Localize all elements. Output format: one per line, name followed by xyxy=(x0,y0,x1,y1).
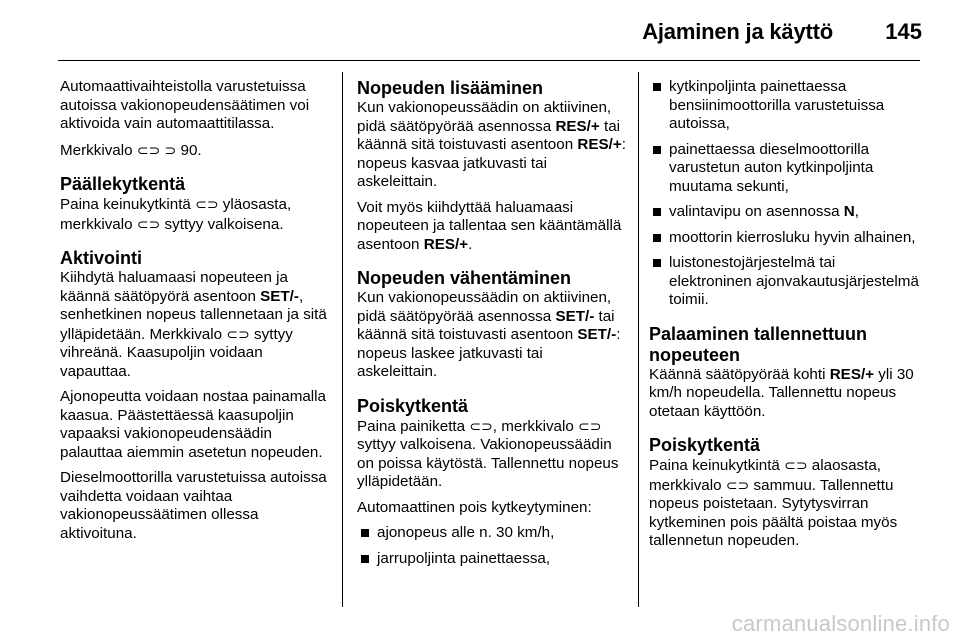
text: : nopeus kasvaa jatkuvasti tai askeleittain. xyxy=(357,136,626,190)
watermark: carmanualsonline.info xyxy=(731,611,950,636)
heading: Palaaminen tallennettuun nopeuteen xyxy=(649,323,868,365)
heading: Nopeuden lisääminen xyxy=(357,78,544,98)
cruise-control-icon: ⊂⊃ xyxy=(195,196,219,212)
text: , merkkivalo xyxy=(492,417,574,435)
list-item: moottorin kierrosluku hyvin alhainen, xyxy=(649,229,919,248)
text: , xyxy=(854,203,859,220)
paragraph xyxy=(649,456,919,551)
cruise-control-icon: ⊂⊃ xyxy=(136,141,161,158)
cruise-control-icon: ⊂⊃ xyxy=(578,417,602,434)
paragraph xyxy=(60,141,330,161)
bullet-list xyxy=(649,78,919,310)
heading: Päällekytkentä xyxy=(60,174,186,194)
column-1 xyxy=(60,78,330,550)
text: valintavipu on asennossa xyxy=(669,203,840,220)
bullet-list xyxy=(357,524,627,568)
list-item: luistonestojärjestelmä tai elektroninen ajonvakautusjärjestelmä toimii. xyxy=(649,254,919,310)
control-label: RES/+ xyxy=(555,117,600,135)
control-label: RES/+ xyxy=(423,235,469,253)
paragraph xyxy=(357,99,627,192)
heading: Poiskytkentä xyxy=(649,435,761,455)
page-number: 145 xyxy=(885,19,922,44)
text: tai käännä sitä toistuvasti asentoon xyxy=(357,307,615,343)
cruise-control-icon: ⊂⊃ xyxy=(784,457,808,473)
paragraph: Automaattinen pois kytkeytyminen: xyxy=(357,498,592,516)
text: syttyy valkoisena. xyxy=(164,215,284,233)
heading: Aktivointi xyxy=(60,248,143,268)
text: Kun vakionopeussäädin on aktiivinen, pidä säätöpyörää asennossa xyxy=(357,289,612,325)
text: syttyy vihreänä. Kaasupoljin voidaan vapauttaa. xyxy=(60,325,293,380)
paragraph xyxy=(357,289,627,382)
info-icon: ⊃ xyxy=(164,141,177,158)
column-divider-2 xyxy=(638,72,639,607)
paragraph xyxy=(649,366,919,422)
control-label: RES/+ xyxy=(577,136,622,153)
text: yläosasta, merkkivalo xyxy=(60,196,292,233)
text: . xyxy=(468,235,473,253)
cruise-control-icon: ⊂⊃ xyxy=(226,325,250,342)
page-header-title: Ajaminen ja käyttö xyxy=(642,19,833,44)
header-rule xyxy=(58,60,920,61)
control-label: SET/- xyxy=(555,307,595,325)
text: alaosasta, merkkivalo xyxy=(649,457,882,494)
text: Kun vakionopeussäädin on aktiivinen, pidä säätöpyörää asennossa xyxy=(357,99,612,135)
paragraph xyxy=(60,269,330,381)
text: tai käännä sitä toistuvasti asentoon xyxy=(357,117,621,153)
cruise-control-icon: ⊂⊃ xyxy=(136,215,161,232)
list-item: ajonopeus alle n. 30 km/h, xyxy=(357,524,627,543)
cruise-speed-icon: ⊂⊃ xyxy=(469,417,493,434)
list-item: painettaessa dieselmoottorilla varustetun auton kytkinpoljinta muutama sekunti, xyxy=(649,141,919,197)
text: 90. xyxy=(180,141,202,159)
control-label: SET/- xyxy=(577,326,617,343)
text: : nopeus laskee jatkuvasti tai askeleittain. xyxy=(357,326,621,380)
text: Paina keinukytkintä xyxy=(649,457,780,474)
paragraph: Automaattivaihteistolla varustetuissa autoissa vakionopeudensäätimen voi aktivoida vain automaattitilassa. xyxy=(60,78,310,132)
text: Paina painiketta xyxy=(357,417,466,435)
text: Merkkivalo xyxy=(60,141,133,159)
column-divider-1 xyxy=(342,72,343,607)
text: , senhetkinen nopeus tallennetaan ja sitä ylläpidetään. Merkkivalo xyxy=(60,287,327,343)
list-item: jarrupoljinta painettaessa, xyxy=(357,550,627,569)
list-item xyxy=(649,203,919,222)
text: syttyy valkoisena. Vakionopeussäädin on poissa käytöstä. Tallennettu nopeus ylläpidetään. xyxy=(357,436,619,490)
control-label: SET/- xyxy=(260,287,299,305)
paragraph: Dieselmoottorilla varustetuissa autoissa vaihdetta voidaan vaihtaa vakionopeussäätimen ollessa aktivoituna. xyxy=(60,469,327,542)
paragraph xyxy=(357,417,627,492)
control-label: RES/+ xyxy=(829,365,875,383)
list-item: kytkinpoljinta painettaessa bensiinimoottorilla varustetuissa autoissa, xyxy=(649,78,919,134)
text: Voit myös kiihdyttää haluamaasi nopeuteen ja tallentaa sen kääntämällä asentoon xyxy=(357,198,622,253)
text: Paina keinukytkintä xyxy=(60,196,191,213)
heading: Nopeuden vähentäminen xyxy=(357,268,572,288)
gear-label: N xyxy=(843,203,855,220)
text: sammuu. Tallennettu nopeus poistetaan. Sytytysvirran kytkeminen pois päältä poistaa myös tallennetun nopeuden. xyxy=(649,476,898,549)
column-2 xyxy=(357,78,627,575)
text: Kiihdytä haluamaasi nopeuteen ja käännä säätöpyörä asentoon xyxy=(60,269,288,305)
heading: Poiskytkentä xyxy=(357,395,469,416)
column-3 xyxy=(649,78,919,558)
text: Käännä säätöpyörää kohti xyxy=(649,365,826,383)
paragraph: Ajonopeutta voidaan nostaa painamalla kaasua. Päästettäessä kaasupoljin vapaaksi vakionopeudensäädin palauttaa aiemmin asetetun nopeuden. xyxy=(60,388,326,461)
paragraph xyxy=(60,195,330,234)
paragraph xyxy=(357,199,627,255)
cruise-control-icon: ⊂⊃ xyxy=(725,476,750,493)
text: yli 30 km/h nopeudella. Tallennettu nopeus otetaan käyttöön. xyxy=(649,365,914,420)
